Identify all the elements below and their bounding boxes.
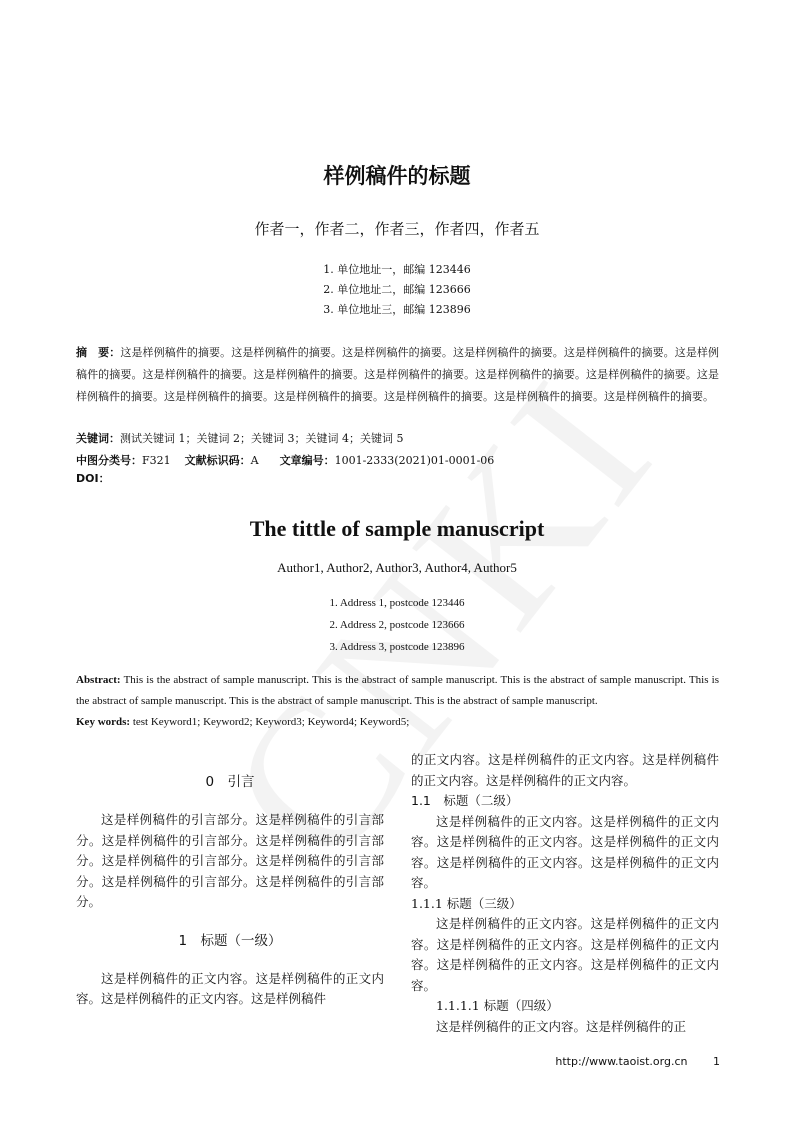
abstract-en: [76, 670, 719, 712]
keywords-cn-label: 关键词：: [76, 432, 120, 445]
doc-code-label: 文献标识码：: [184, 454, 251, 467]
abstract-cn: [76, 342, 719, 408]
authors-cn: 作者一，作者二，作者三，作者四，作者五: [254, 220, 540, 238]
section-heading-1: 1 标题（一级）: [178, 932, 282, 949]
affiliation-en: 3. Address 3, postcode 123896: [329, 641, 465, 653]
affiliations-cn: [0, 260, 794, 320]
section-heading-1-1: 1.1 标题（二级）: [411, 793, 519, 808]
section-heading-1-1-1-1: 1.1.1.1 标题（四级）: [436, 998, 559, 1013]
clc-label: 中图分类号：: [76, 454, 142, 467]
section-1-1-paragraph: 这是样例稿件的正文内容。这是样例稿件的正文内容。这是样例稿件的正文内容。这是样例稿件的正文内容。这是样例稿件的正文内容。这是样例稿件的正文内容。: [411, 813, 719, 890]
keywords-cn-text: 测试关键词 1；关键词 2；关键词 3；关键词 4；关键词 5: [120, 432, 404, 445]
doi-label: DOI：: [76, 472, 110, 485]
section-heading-intro: 0 引言: [205, 774, 255, 790]
continued-paragraph: 的正文内容。这是样例稿件的正文内容。这是样例稿件的正文内容。这是样例稿件的正文内容。: [411, 752, 719, 788]
doi-line: [76, 468, 719, 490]
keywords-en-label: Key words:: [76, 716, 131, 728]
article-no-value: 1001-2333(2021)01-0001-06: [334, 454, 495, 467]
keywords-en: [76, 711, 719, 733]
affiliation-cn: 2. 单位地址二，邮编 123666: [323, 283, 471, 296]
body-column-right: [411, 750, 719, 1037]
page-footer: [0, 1055, 720, 1068]
affiliations-en: [0, 592, 794, 658]
abstract-cn-text: 这是样例稿件的摘要。这是样例稿件的摘要。这是样例稿件的摘要。这是样例稿件的摘要。这是样例稿件的摘要。这是样例稿件的摘要。这是样例稿件的摘要。这是样例稿件的摘要。这是样例稿件的摘要。这是样例稿件的摘要。这是样例稿件的摘要。这是样例稿件的摘要。这是样例稿件的摘要。这是样例稿件的摘要。这是样例稿件的摘要。这是样例稿件的摘要。这是样例稿件的摘要。: [76, 346, 720, 403]
article-no-label: 文章编号：: [279, 454, 335, 467]
abstract-cn-label: 摘 要：: [76, 346, 121, 359]
affiliation-en: 1. Address 1, postcode 123446: [329, 597, 465, 609]
footer-url[interactable]: http://www.taoist.org.cn: [555, 1055, 688, 1068]
section-1-paragraph: 这是样例稿件的正文内容。这是样例稿件的正文内容。这是样例稿件的正文内容。这是样例稿件: [76, 970, 384, 1006]
page-number: 1: [713, 1055, 720, 1068]
affiliation-cn: 3. 单位地址三，邮编 123896: [323, 303, 471, 316]
keywords-en-text: test Keyword1; Keyword2; Keyword3; Keyword4; Keyword5;: [132, 716, 410, 728]
section-1-1-1-paragraph: 这是样例稿件的正文内容。这是样例稿件的正文内容。这是样例稿件的正文内容。这是样例稿件的正文内容。这是样例稿件的正文内容。这是样例稿件的正文内容。: [411, 916, 719, 993]
affiliation-en: 2. Address 2, postcode 123666: [329, 619, 465, 631]
section-1-1-1-1-paragraph: 这是样例稿件的正文内容。这是样例稿件的正: [436, 1018, 687, 1034]
section-heading-1-1-1: 1.1.1 标题（三级）: [411, 895, 522, 911]
keywords-cn: [76, 428, 719, 450]
abstract-en-label: Abstract:: [76, 674, 121, 686]
doc-code-value: A: [250, 454, 259, 467]
title-en: The tittle of sample manuscript: [249, 516, 545, 541]
abstract-en-text: This is the abstract of sample manuscript. This is the abstract of sample manuscript. This is the abstract of sample manuscript. This is the abstract of sample manuscript. This is the abstract of sample manuscript. This is the abstract of sample manuscript.: [76, 674, 719, 707]
clc-value: F321: [142, 454, 171, 467]
body-column-left: [76, 770, 384, 1010]
intro-paragraph: 这是样例稿件的引言部分。这是样例稿件的引言部分。这是样例稿件的引言部分。这是样例稿件的引言部分。这是样例稿件的引言部分。这是样例稿件的引言部分。这是样例稿件的引言部分。这是样例稿件的引言部分。: [76, 812, 384, 909]
authors-en: Author1, Author2, Author3, Author4, Author5: [277, 560, 517, 575]
title-cn: 样例稿件的标题: [323, 164, 471, 188]
affiliation-cn: 1. 单位地址一，邮编 123446: [323, 263, 471, 276]
